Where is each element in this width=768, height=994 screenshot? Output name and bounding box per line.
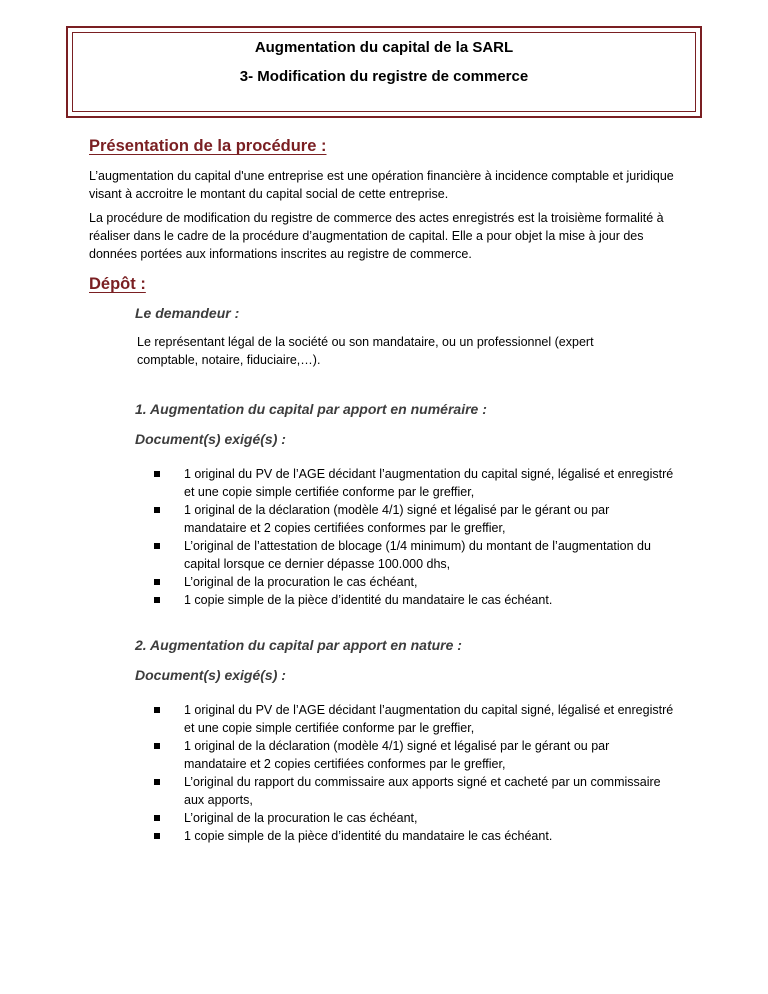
square-bullet-icon: [154, 507, 160, 513]
document-title: Augmentation du capital de la SARL: [254, 39, 514, 56]
list-item: 1 original du PV de l’AGE décidant l’augmentation du capital signé, légalisé et enregistré et une copie simple certifiée conforme par le greffier,: [154, 465, 674, 501]
square-bullet-icon: [154, 579, 160, 585]
square-bullet-icon: [154, 743, 160, 749]
presentation-heading: Présentation de la procédure :: [89, 137, 327, 155]
document-subtitle: 3- Modification du registre de commerce: [239, 68, 529, 85]
list-item: 1 copie simple de la pièce d’identité du mandataire le cas échéant.: [154, 591, 674, 609]
section-1-document-list: [154, 465, 674, 609]
section-2-heading: 2. Augmentation du capital par apport en nature :: [135, 637, 462, 653]
list-item: 1 copie simple de la pièce d’identité du mandataire le cas échéant.: [154, 827, 674, 845]
list-item: L’original de la procuration le cas échéant,: [154, 809, 674, 827]
title-box: [66, 26, 702, 118]
list-item: L’original de la procuration le cas échéant,: [154, 573, 674, 591]
square-bullet-icon: [154, 815, 160, 821]
presentation-paragraph-1: L’augmentation du capital d'une entreprise est une opération financière à incidence comptable et juridique visant à accroitre le montant du capital social de cette entreprise.: [89, 169, 674, 201]
square-bullet-icon: [154, 707, 160, 713]
demandeur-text: Le représentant légal de la société ou son mandataire, ou un professionnel (expert comptable, notaire, fiduciaire,…).: [137, 335, 594, 367]
presentation-paragraph-2: La procédure de modification du registre de commerce des actes enregistrés est la troisième formalité à réaliser dans le cadre de la procédure d’augmentation de capital. Elle a pour objet la mise à jour des données portées aux informations inscrites au registre de commerce.: [89, 211, 664, 261]
square-bullet-icon: [154, 543, 160, 549]
list-item: 1 original de la déclaration (modèle 4/1) signé et légalisé par le gérant ou par mandataire et 2 copies certifiées conformes par le greffier,: [154, 501, 674, 537]
section-2-docs-heading: Document(s) exigé(s) :: [135, 667, 286, 683]
square-bullet-icon: [154, 833, 160, 839]
square-bullet-icon: [154, 471, 160, 477]
depot-heading: Dépôt :: [89, 275, 146, 293]
demandeur-heading: Le demandeur :: [135, 305, 240, 321]
square-bullet-icon: [154, 597, 160, 603]
list-item: L’original du rapport du commissaire aux apports signé et cacheté par un commissaire aux apports,: [154, 773, 674, 809]
square-bullet-icon: [154, 779, 160, 785]
section-1-docs-heading: Document(s) exigé(s) :: [135, 431, 286, 447]
list-item: 1 original de la déclaration (modèle 4/1) signé et légalisé par le gérant ou par mandataire et 2 copies certifiées conformes par le greffier,: [154, 737, 674, 773]
list-item: 1 original du PV de l’AGE décidant l’augmentation du capital signé, légalisé et enregistré et une copie simple certifiée conforme par le greffier,: [154, 701, 674, 737]
section-2-document-list: [154, 701, 674, 845]
list-item: L’original de l’attestation de blocage (1/4 minimum) du montant de l’augmentation du capital lorsque ce dernier dépasse 100.000 dhs,: [154, 537, 674, 573]
section-1-heading: 1. Augmentation du capital par apport en numéraire :: [135, 401, 487, 417]
